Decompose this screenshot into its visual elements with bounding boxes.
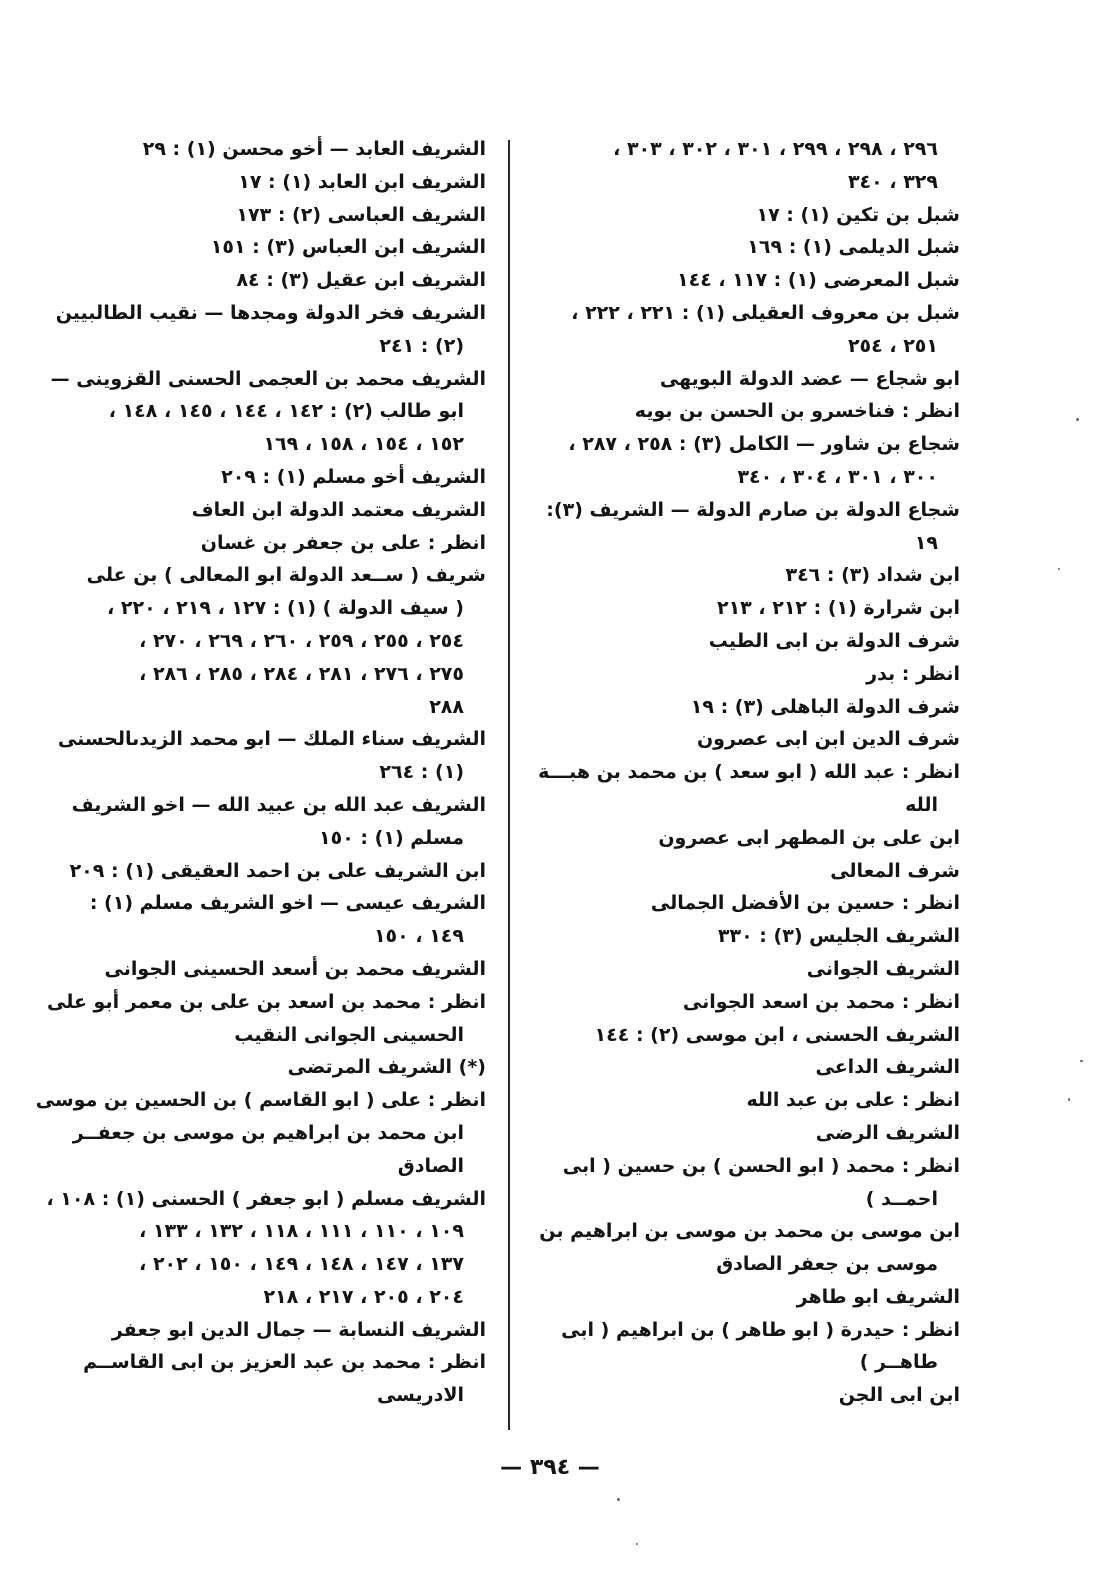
- index-entry-line: ابن على بن المطهر ابى عصرون: [658, 826, 960, 849]
- index-entry-line: ابن شداد (٣) : ٣٤٦: [785, 564, 960, 587]
- index-entry-line: شبل بن تكين (١) : ١٧: [756, 203, 960, 226]
- index-entry-line: الشريف الداعى: [815, 1056, 960, 1079]
- index-entry-line: الشريف مسلم ( ابو جعفر ) الحسنى (١) : ١٠٨ ،: [46, 1187, 486, 1210]
- index-entry-line: طاهــر ): [859, 1351, 938, 1374]
- page-number: — ٣٩٤ —: [500, 1455, 600, 1480]
- index-entry-line: الشريف العابد — أخو محسن (١) : ٢٩: [142, 138, 486, 160]
- index-entry-line: ٢٧٥ ، ٢٧٦ ، ٢٨١ ، ٢٨٤ ، ٢٨٥ ، ٢٨٦ ،: [139, 662, 464, 685]
- scan-speck: [1076, 418, 1079, 421]
- index-entry-line: ابو شجاع — عضد الدولة البويهى: [659, 367, 960, 390]
- index-entry-line: شبل الديلمى (١) : ١٦٩: [747, 236, 960, 259]
- index-entry-line: الشريف الجليس (٣) : ٣٣٠: [717, 925, 960, 948]
- index-entry-line: انظر : فناخسرو بن الحسن بن بويه: [634, 400, 960, 423]
- index-entry-line: الشريف ابو طاهر: [796, 1285, 960, 1308]
- index-entry-line: ابن محمد بن ابراهيم بن موسى بن جعفــر: [72, 1121, 464, 1144]
- index-entry-line: الشريف عيسى — اخو الشريف مسلم (١) :: [89, 892, 486, 915]
- index-entry-line: ٣٢٩ ، ٣٤٠: [847, 170, 938, 193]
- index-entry-line: الشريف الرضى: [815, 1121, 960, 1144]
- scan-speck: [1058, 568, 1060, 570]
- index-entry-line: ٣٠٠ ، ٣٠١ ، ٣٠٤ ، ٣٤٠: [737, 465, 938, 488]
- index-entry-line: الشريف معتمد الدولة ابن العاف: [191, 498, 486, 521]
- index-entry-line: الشريف الحسنى ، ابن موسى (٢) : ١٤٤: [594, 1023, 960, 1046]
- index-entry-line: شرف الدولة بن ابى الطيب: [708, 629, 960, 652]
- scan-speck: [1080, 1060, 1083, 1062]
- index-entry-line: (٢) : ٢٤١: [379, 334, 464, 357]
- index-entry-line: احمــد ): [865, 1187, 938, 1210]
- index-entry-line: (*) الشريف المرتضى: [287, 1056, 486, 1079]
- right-column: [522, 133, 960, 1412]
- index-entry-line: (١) : ٢٦٤: [379, 761, 464, 784]
- index-entry-line: الشريف عبد الله بن عبيد الله — اخو الشريف: [71, 793, 486, 816]
- index-entry-line: شجاع الدولة بن صارم الدولة — الشريف (٣):: [546, 498, 960, 521]
- left-column: [35, 133, 486, 1412]
- index-entry-line: الحسينى الجوانى النقيب: [234, 1023, 464, 1046]
- index-entry-line: انظر : محمد بن اسعد الجوانى: [682, 990, 960, 1013]
- index-entry-line: الشريف أخو مسلم (١) : ٢٠٩: [221, 465, 486, 488]
- scan-speck: [636, 1543, 638, 1545]
- index-entry-line: الشريف فخر الدولة ومجدها — نقيب الطالبيين: [55, 301, 486, 324]
- index-entry-line: ٢٩٦ ، ٢٩٨ ، ٢٩٩ ، ٣٠١ ، ٣٠٢ ، ٣٠٣ ،: [613, 138, 938, 160]
- index-entry-line: شجاع بن شاور — الكامل (٣) : ٢٥٨ ، ٢٨٧ ،: [568, 433, 960, 456]
- index-entry-line: انظر : محمد بن اسعد بن على بن معمر أبو على: [46, 990, 486, 1013]
- index-entry-line: الشريف سناء الملك — ابو محمد الزيدىالحسنى: [57, 728, 486, 751]
- index-entry-line: ١٣٧ ، ١٤٧ ، ١٤٨ ، ١٤٩ ، ١٥٠ ، ٢٠٢ ،: [139, 1253, 464, 1276]
- index-entry-line: انظر : عبد الله ( ابو سعد ) بن محمد بن هبـــة: [538, 761, 960, 784]
- index-entry-line: الادريسى: [376, 1384, 464, 1407]
- index-entry-line: الشريف محمد بن أسعد الحسينى الجوانى: [104, 957, 486, 980]
- index-entry-line: ١٥٢ ، ١٥٤ ، ١٥٨ ، ١٦٩: [263, 433, 464, 456]
- index-entry-line: الشريف الجوانى: [806, 957, 960, 980]
- index-entry-line: موسى بن جعفر الصادق: [716, 1253, 938, 1276]
- index-entry-line: ١٤٩ ، ١٥٠: [373, 925, 464, 948]
- index-entry-line: ابن ابى الجن: [838, 1384, 960, 1407]
- index-entry-line: الله: [905, 793, 938, 816]
- index-entry-line: ١٩: [914, 531, 938, 554]
- index-entry-line: مسلم (١) : ١٥٠: [319, 826, 464, 849]
- index-entry-line: شرف المعالى: [830, 859, 960, 882]
- index-entry-line: الشريف النسابة — جمال الدين ابو جعفر: [111, 1318, 486, 1341]
- index-entry-line: انظر : حسين بن الأفضل الجمالى: [650, 892, 960, 915]
- index-entry-line: ٢٥٤ ، ٢٥٥ ، ٢٥٩ ، ٢٦٠ ، ٢٦٩ ، ٢٧٠ ،: [139, 629, 464, 652]
- scan-speck: [617, 1498, 620, 1501]
- index-entry-line: انظر : على بن عبد الله: [746, 1089, 960, 1112]
- index-entry-line: انظر : محمد بن عبد العزيز بن ابى القاســم: [83, 1351, 486, 1374]
- scan-speck: [1068, 1098, 1070, 1101]
- index-entry-line: الشريف ابن العباس (٣) : ١٥١: [210, 236, 486, 259]
- index-entry-line: شرف الدين ابن ابى عصرون: [696, 728, 960, 751]
- index-entry-line: ١٠٩ ، ١١٠ ، ١١١ ، ١١٨ ، ١٣٢ ، ١٣٣ ،: [139, 1220, 464, 1243]
- index-entry-line: ابن شرارة (١) : ٢١٢ ، ٢١٣: [716, 597, 960, 620]
- index-entry-line: الشريف محمد بن العجمى الحسنى القزوينى —: [50, 367, 486, 390]
- index-entry-line: انظر : حيدرة ( ابو طاهر ) بن ابراهيم ( ابى: [561, 1318, 960, 1341]
- column-divider: [508, 140, 510, 1430]
- index-entry-line: ابن الشريف على بن احمد العقيقى (١) : ٢٠٩: [69, 859, 486, 882]
- index-entry-line: ابو طالب (٢) : ١٤٢ ، ١٤٤ ، ١٤٥ ، ١٤٨ ،: [108, 400, 464, 423]
- index-entry-line: انظر : محمد ( ابو الحسن ) بن حسين ( ابى: [562, 1154, 960, 1177]
- index-entry-line: الشريف ابن عقيل (٣) : ٨٤: [236, 269, 486, 292]
- index-entry-line: ابن موسى بن محمد بن موسى بن ابراهيم بن: [539, 1220, 960, 1243]
- index-entry-line: انظر : على بن جعفر بن غسان: [200, 531, 486, 554]
- index-entry-line: انظر : بدر: [866, 662, 960, 685]
- index-entry-line: ٢٨٨: [429, 695, 464, 718]
- index-entry-line: ٢٥١ ، ٢٥٤: [847, 334, 938, 357]
- index-entry-line: ٢٠٤ ، ٢٠٥ ، ٢١٧ ، ٢١٨: [263, 1285, 464, 1308]
- index-entry-line: شبل بن معروف العقيلى (١) : ٢٢١ ، ٢٢٢ ،: [571, 301, 960, 324]
- index-entry-line: الشريف العباسى (٢) : ١٧٣: [236, 203, 486, 226]
- index-entry-line: الصادق: [397, 1154, 464, 1177]
- index-entry-line: انظر : على ( ابو القاسم ) بن الحسين بن موسى: [35, 1089, 486, 1112]
- index-entry-line: شريف ( ســعد الدولة ابو المعالى ) بن على: [86, 564, 486, 587]
- index-entry-line: شبل المعرضى (١) : ١١٧ ، ١٤٤: [677, 269, 960, 292]
- index-entry-line: شرف الدولة الباهلى (٣) : ١٩: [690, 695, 960, 718]
- index-entry-line: الشريف ابن العابد (١) : ١٧: [238, 170, 486, 193]
- index-entry-line: ( سيف الدولة ) (١) : ١٢٧ ، ٢١٩ ، ٢٢٠ ،: [107, 597, 464, 620]
